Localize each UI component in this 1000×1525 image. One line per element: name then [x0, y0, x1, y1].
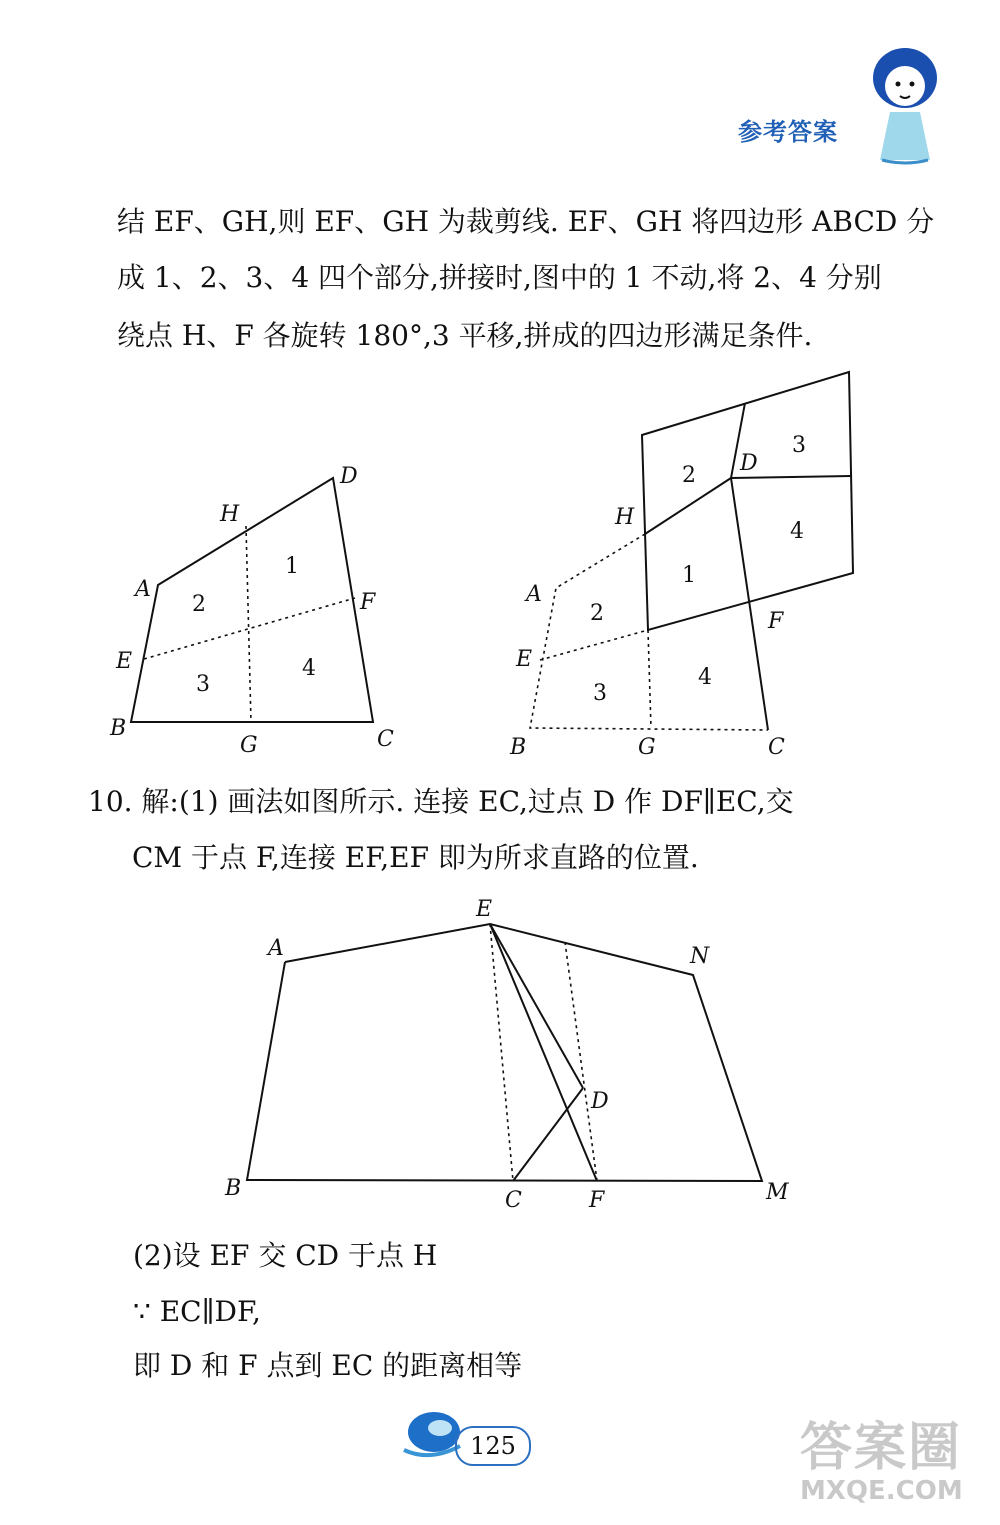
point-label-F: F	[768, 609, 784, 634]
region-label-3-moved: 3	[792, 433, 806, 458]
region-label-2-moved: 2	[682, 463, 696, 488]
text-line: 10. 解:(1) 画法如图所示. 连接 EC,过点 D 作 DF∥EC,交	[88, 785, 794, 818]
point-label-F: F	[589, 1188, 605, 1213]
region-label-4: 4	[302, 656, 316, 681]
text-line: 即 D 和 F 点到 EC 的距离相等	[133, 1349, 523, 1382]
segment-DC	[731, 478, 768, 730]
region-label-3: 3	[196, 672, 210, 697]
point-label-N: N	[690, 944, 710, 969]
segment-EF	[490, 924, 597, 1181]
region-label-2: 2	[192, 592, 206, 617]
point-label-E: E	[516, 647, 533, 672]
point-label-B: B	[225, 1176, 242, 1201]
text-line: ∵ EC∥DF,	[133, 1295, 261, 1328]
segment-ED	[490, 924, 583, 1088]
point-label-G: G	[240, 733, 258, 758]
point-label-C: C	[768, 735, 785, 760]
figure-road-construction	[215, 890, 805, 1220]
page-number: 125	[455, 1426, 531, 1466]
text-line: 绕点 H、F 各旋转 180°,3 平移,拼成的四边形满足条件.	[117, 319, 813, 352]
cut-line-GH	[246, 526, 251, 722]
segment-EC	[490, 924, 513, 1181]
text-line: 成 1、2、3、4 四个部分,拼接时,图中的 1 不动,将 2、4 分别	[117, 261, 882, 294]
point-label-M: M	[766, 1180, 789, 1205]
text-line: 结 EF、GH,则 EF、GH 为裁剪线. EF、GH 将四边形 ABCD 分	[117, 205, 935, 238]
point-label-D: D	[591, 1089, 609, 1114]
watermark: 答案圈 MXQE.COM	[800, 1418, 963, 1506]
point-label-C: C	[377, 727, 394, 752]
point-label-B: B	[110, 716, 127, 741]
section-label: 参考答案	[738, 118, 838, 146]
point-label-G: G	[638, 735, 656, 760]
region-label-3-original: 3	[593, 681, 607, 706]
point-label-A: A	[526, 582, 542, 607]
text-line: (2)设 EF 交 CD 于点 H	[133, 1239, 438, 1272]
point-label-C: C	[505, 1188, 522, 1213]
point-label-E: E	[476, 897, 493, 922]
quadrilateral-ABCD	[131, 478, 373, 722]
cut-line-EF	[144, 598, 355, 659]
segment-DC	[513, 1088, 583, 1181]
text-line: CM 于点 F,连接 EF,EF 即为所求直路的位置.	[132, 841, 699, 874]
point-label-H: H	[615, 505, 635, 530]
point-label-B: B	[510, 735, 527, 760]
figure-rearranged	[500, 360, 870, 770]
point-label-E: E	[116, 649, 133, 674]
point-label-F: F	[360, 590, 376, 615]
region-label-1: 1	[682, 563, 696, 588]
cut-line-EF	[540, 630, 648, 660]
cut-line-G	[648, 630, 651, 728]
region-label-1: 1	[285, 554, 299, 579]
figure-quadrilateral-cut	[100, 450, 420, 770]
point-label-A: A	[268, 936, 284, 961]
point-label-H: H	[220, 502, 240, 527]
region-label-2-original: 2	[590, 601, 604, 626]
region-label-4-moved: 4	[790, 519, 804, 544]
point-label-D: D	[340, 464, 358, 489]
point-label-A: A	[135, 577, 151, 602]
region-label-4-original: 4	[698, 665, 712, 690]
original-outline	[530, 534, 768, 730]
cartoon-girl-icon	[860, 42, 950, 172]
field-outline	[247, 924, 762, 1181]
point-label-D: D	[740, 451, 758, 476]
segment-D-right	[731, 476, 851, 478]
